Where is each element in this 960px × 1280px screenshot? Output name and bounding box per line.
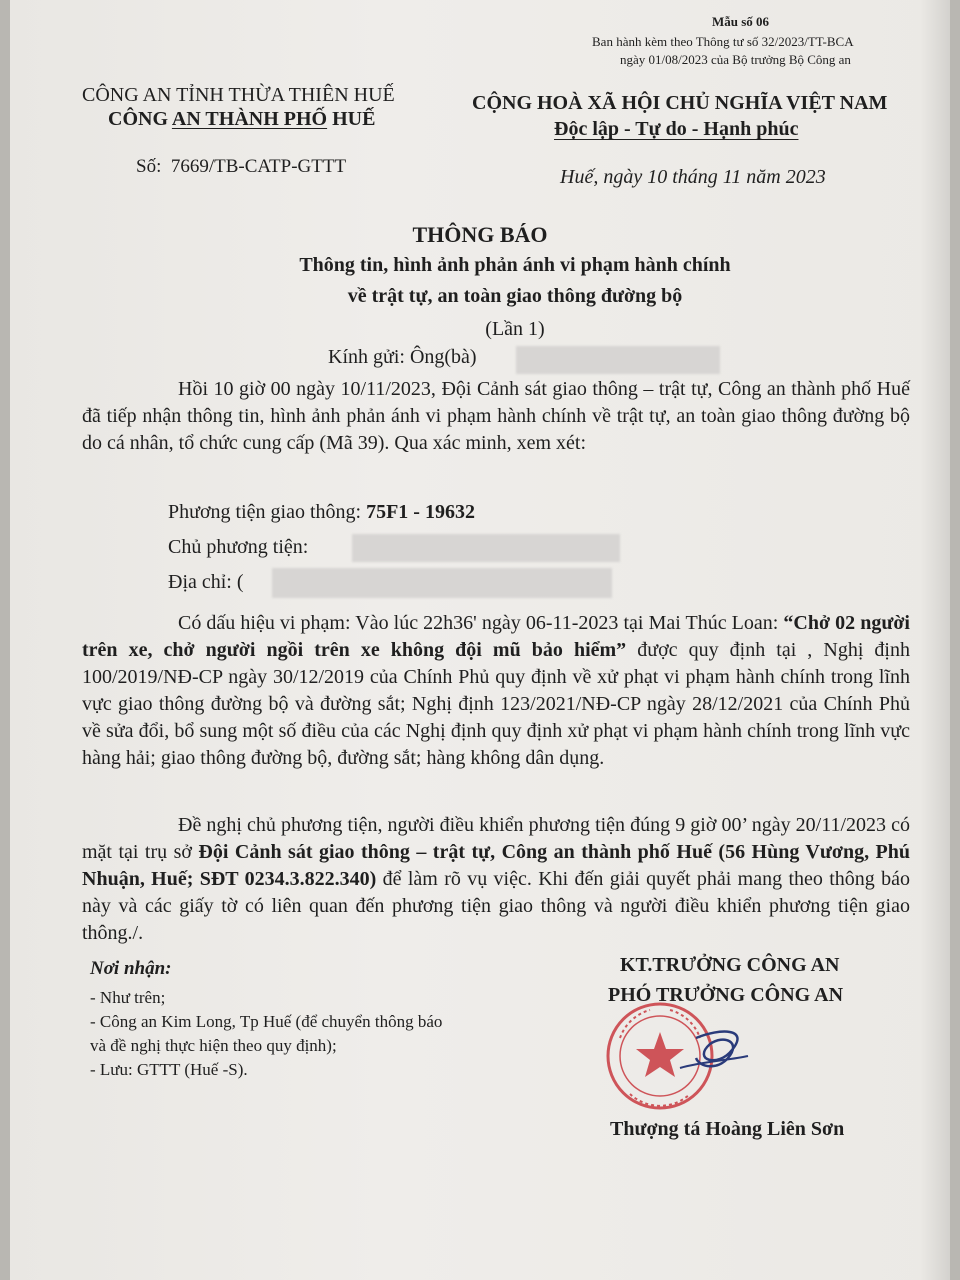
document-title: THÔNG BÁO [412,222,548,247]
redacted-owner [352,534,620,562]
agency-parent: CÔNG AN TỈNH THỪA THIÊN HUẾ [82,84,395,106]
document-number [136,156,346,178]
agency-name-post: HUẾ [327,108,376,130]
page-shadow [920,0,950,1280]
document-number-value: 7669/TB-CATP-GTTT [170,156,347,177]
summons-intro: Đề nghị chủ phương tiện, người điều khiển phương tiện đúng 9 giờ 00’ ngày 20/11/2023 có mặt tại trụ sở [82,814,910,863]
recipient-item: và đề nghị thực hiện theo quy định); [90,1036,337,1055]
recipient-item: - Công an Kim Long, Tp Huế (để chuyển thông báo [90,1012,443,1031]
address-start: ( [236,571,244,593]
signer-name: Thượng tá Hoàng Liên Sơn [610,1118,845,1140]
vehicle-label: Phương tiện giao thông: [168,501,367,523]
recipient-item: - Lưu: GTTT (Huế -S). [90,1060,248,1079]
paragraph-summons [82,812,910,947]
owner-field [168,536,308,559]
violation-description: “Chở 02 người trên xe, chở người ngồi trên xe không đội mũ bảo hiểm” [82,612,910,661]
agency-name-pre: CÔNG [108,108,172,130]
paragraph-violation [82,610,910,772]
redacted-address [272,568,612,598]
agency-name [108,108,375,131]
owner-label: Chủ phương tiện: [168,536,309,558]
document-subtitle-1: Thông tin, hình ảnh phản ánh vi phạm hành chính [299,254,731,276]
vehicle-plate: 75F1 - 19632 [366,501,475,523]
paragraph-intro: Hồi 10 giờ 00 ngày 10/11/2023, Đội Cảnh sát giao thông – trật tự, Công an thành phố Huế đã tiếp nhận thông tin, hình ảnh phản ánh vi phạm hành chính về trật tự, an toàn giao thông đường bộ do cá nhân, tổ chức cung cấp (Mã 39). Qua xác minh, xem xét: [82,378,910,454]
national-motto: Độc lập - Tự do - Hạnh phúc [554,118,799,140]
issuing-circular: Ban hành kèm theo Thông tư số 32/2023/TT-BCA [592,34,854,49]
violation-legal-basis: được quy định tại , Nghị định 100/2019/NĐ-CP ngày 30/12/2019 của Chính Phủ quy định về xử phạt vi phạm hành chính trong lĩnh vực giao thông đường bộ và đường sắt; Nghị định 123/2021/NĐ-CP ngày 28/12/2021 của Chính Phủ về sửa đổi, bổ sung một số điều của các Nghị định quy định xử phạt vi phạm hành chính trong lĩnh vực hàng hải; giao thông đường bộ, đường sắt; hàng không dân dụng. [82,639,910,769]
place-date: Huế, ngày 10 tháng 11 năm 2023 [560,166,826,188]
vehicle-field [168,501,475,524]
signature-authority: KT.TRƯỞNG CÔNG AN [620,954,840,976]
document-number-label: Số: [136,156,162,177]
address-label: Địa chỉ: [168,571,232,593]
issuing-date: ngày 01/08/2023 của Bộ trưởng Bộ Công an [620,52,851,67]
recipients-title: Nơi nhận: [90,958,172,979]
agency-name-underlined: AN THÀNH PHỐ [171,108,328,130]
signature-title: PHÓ TRƯỞNG CÔNG AN [608,984,844,1006]
official-stamp-icon [600,998,750,1128]
notice-iteration: (Lần 1) [485,318,545,340]
summons-rest: để làm rõ vụ việc. Khi đến giải quyết phải mang theo thông báo này và các giấy tờ có liên quan đến phương tiện giao thông và người điều khiển phương tiện giao thông./. [82,868,911,944]
summons-location: Đội Cảnh sát giao thông – trật tự, Công an thành phố Huế (56 Hùng Vương, Phú Nhuận, Huế; SĐT 0234.3.822.340) [82,841,911,890]
national-title: CỘNG HOÀ XÃ HỘI CHỦ NGHĨA VIỆT NAM [472,92,888,114]
form-number: Mẫu số 06 [712,14,770,29]
document-subtitle-2: về trật tự, an toàn giao thông đường bộ [347,285,683,307]
addressee-label: Kính gửi: Ông(bà) [328,346,477,368]
document-page [10,0,950,1280]
violation-intro: Có dấu hiệu vi phạm: Vào lúc 22h36' ngày 06-11-2023 tại Mai Thúc Loan: [178,612,784,634]
redacted-addressee [516,346,720,374]
recipient-item: - Như trên; [90,988,166,1007]
address-field [168,571,244,594]
